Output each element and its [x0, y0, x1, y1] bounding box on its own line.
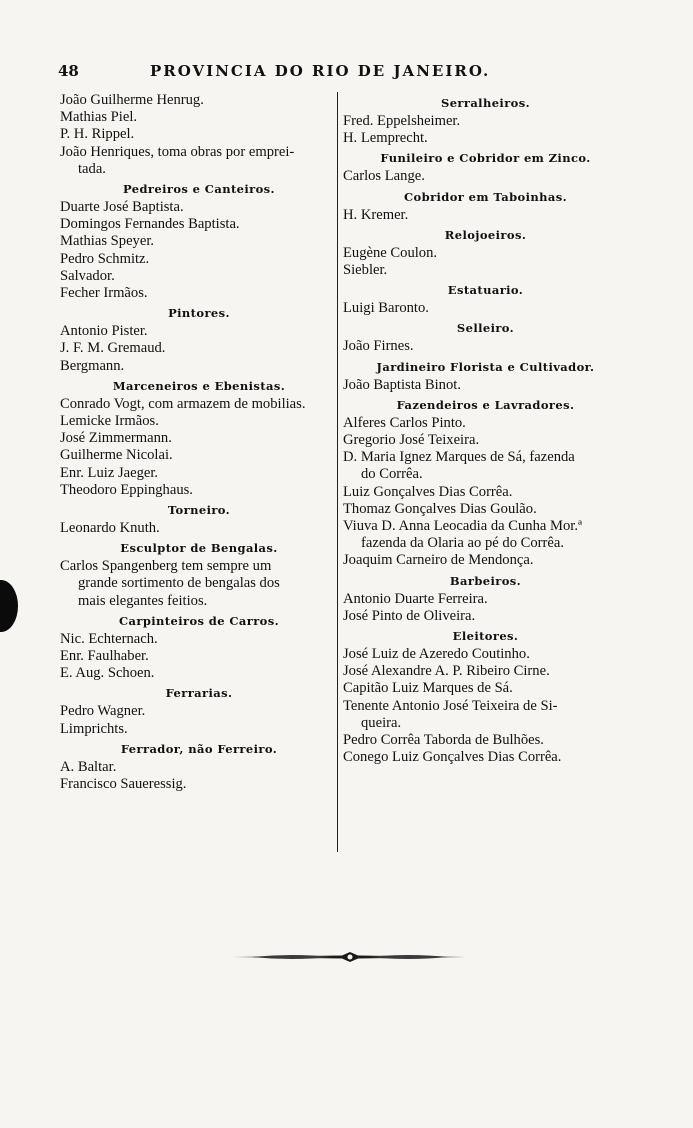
- directory-entry: José Zimmermann.: [60, 430, 172, 447]
- directory-entry: E. Aug. Schoen.: [60, 665, 155, 682]
- section-heading: Torneiro.: [167, 503, 231, 518]
- directory-entry: Mathias Speyer.: [60, 233, 155, 250]
- section-heading: Barbeiros.: [449, 573, 522, 588]
- page-title: PROVINCIA DO RIO DE JANEIRO.: [150, 62, 491, 80]
- directory-entry: Nic. Echternach.: [60, 630, 158, 647]
- directory-entry: Pedro Corrêa Taborda de Bulhões.: [343, 732, 544, 749]
- directory-entry: Antonio Pister.: [60, 323, 148, 340]
- section-heading: Fazendeiros e Lavradores.: [396, 397, 575, 412]
- directory-entry: Leonardo Knuth.: [60, 520, 160, 537]
- directory-entry: Enr. Faulhaber.: [60, 648, 149, 665]
- directory-entry: Pedro Wagner.: [60, 703, 146, 720]
- directory-entry: Fred. Eppelsheimer.: [343, 113, 461, 129]
- directory-entry: Conego Luiz Gonçalves Dias Corrêa.: [343, 749, 562, 766]
- directory-entry: Theodoro Eppinghaus.: [60, 481, 193, 498]
- section-heading: Ferrador, não Ferreiro.: [120, 741, 278, 756]
- directory-entry: Duarte José Baptista.: [60, 199, 184, 216]
- left-column: [60, 92, 338, 793]
- section-heading: Pintores.: [168, 306, 230, 321]
- directory-entry: João Guilherme Henrug.: [60, 92, 204, 108]
- entry-continuation: mais elegantes feitios.: [78, 592, 208, 609]
- directory-entry: Conrado Vogt, com armazem de mobilias.: [60, 395, 306, 412]
- section-heading: Pedreiros e Canteiros.: [123, 182, 275, 197]
- directory-entry: Limprichts.: [60, 720, 128, 737]
- section-heading: Marceneiros e Ebenistas.: [112, 378, 286, 393]
- directory-entry: José Luiz de Azeredo Coutinho.: [343, 646, 530, 663]
- directory-entry: Lemicke Irmãos.: [60, 413, 159, 430]
- section-heading: Jardineiro Florista e Cultivador.: [376, 359, 595, 374]
- running-head: [58, 62, 538, 86]
- section-heading: Carpinteiros de Carros.: [118, 613, 280, 628]
- directory-entry: Luiz Gonçalves Dias Corrêa.: [343, 483, 513, 500]
- entry-continuation: do Corrêa.: [361, 466, 423, 483]
- directory-entry: Joaquim Carneiro de Mendonça.: [343, 552, 534, 569]
- directory-entry: João Henriques, toma obras por emprei-: [60, 143, 295, 160]
- section-heading: Estatuario.: [447, 283, 524, 298]
- directory-entry: D. Maria Ignez Marques de Sá, fazenda: [343, 449, 575, 466]
- tailpiece-ornament: [232, 950, 468, 964]
- directory-entry: Alferes Carlos Pinto.: [343, 414, 466, 431]
- directory-entry: Enr. Luiz Jaeger.: [60, 464, 159, 481]
- section-heading: Eleitores.: [452, 629, 519, 644]
- directory-entry: A. Baltar.: [60, 758, 117, 775]
- directory-entry: Capitão Luiz Marques de Sá.: [343, 680, 513, 697]
- column-rule: [337, 92, 338, 852]
- directory-entry: Pedro Schmitz.: [60, 250, 150, 267]
- directory-entry: José Alexandre A. P. Ribeiro Cirne.: [343, 663, 550, 680]
- directory-entry: João Firnes.: [343, 338, 414, 355]
- directory-entry: José Pinto de Oliveira.: [343, 607, 476, 624]
- directory-entry: Fecher Irmãos.: [60, 285, 148, 302]
- directory-entry: Carlos Lange.: [343, 168, 425, 185]
- entry-continuation: grande sortimento de bengalas dos: [78, 575, 280, 592]
- binding-hole: [0, 580, 18, 632]
- entry-continuation: tada.: [78, 160, 106, 177]
- section-heading: Cobridor em Taboinhas.: [404, 189, 567, 204]
- section-heading: Selleiro.: [456, 321, 515, 336]
- directory-entry: Domingos Fernandes Baptista.: [60, 216, 240, 233]
- section-heading: Ferrarias.: [165, 686, 233, 701]
- directory-entry: Gregorio José Teixeira.: [343, 432, 480, 449]
- directory-entry: Eugène Coulon.: [343, 244, 438, 261]
- entry-continuation: queira.: [361, 714, 402, 731]
- directory-entry: Thomaz Gonçalves Dias Goulão.: [343, 500, 537, 517]
- directory-entry: Tenente Antonio José Teixeira de Si-: [343, 697, 558, 714]
- directory-entry: P. H. Rippel.: [60, 126, 135, 143]
- directory-entry: J. F. M. Gremaud.: [60, 340, 166, 357]
- directory-entry: Francisco Saueressig.: [60, 776, 187, 793]
- directory-entry: Mathias Piel.: [60, 109, 138, 126]
- entry-continuation: fazenda da Olaria ao pé do Corrêa.: [361, 535, 564, 552]
- directory-entry: Carlos Spangenberg tem sempre um: [60, 558, 272, 575]
- section-heading: Funileiro e Cobridor em Zinco.: [380, 151, 591, 166]
- directory-entry: Viuva D. Anna Leocadia da Cunha Mor.ª: [343, 518, 583, 535]
- directory-entry: Antonio Duarte Ferreira.: [343, 590, 488, 607]
- directory-entry: Salvador.: [60, 267, 115, 284]
- section-heading: Esculptor de Bengalas.: [120, 541, 278, 556]
- directory-entry: Luigi Baronto.: [343, 300, 429, 317]
- directory-entry: Guilherme Nicolai.: [60, 447, 173, 464]
- directory-entry: João Baptista Binot.: [343, 376, 461, 393]
- directory-entry: Siebler.: [343, 262, 388, 279]
- directory-entry: Bergmann.: [60, 357, 125, 374]
- directory-entry: H. Lemprecht.: [343, 130, 428, 147]
- right-column: [343, 92, 628, 766]
- directory-entry: H. Kremer.: [343, 206, 409, 223]
- page-number: 48: [58, 62, 79, 80]
- section-heading: Serralheiros.: [440, 96, 530, 110]
- section-heading: Relojoeiros.: [444, 227, 527, 242]
